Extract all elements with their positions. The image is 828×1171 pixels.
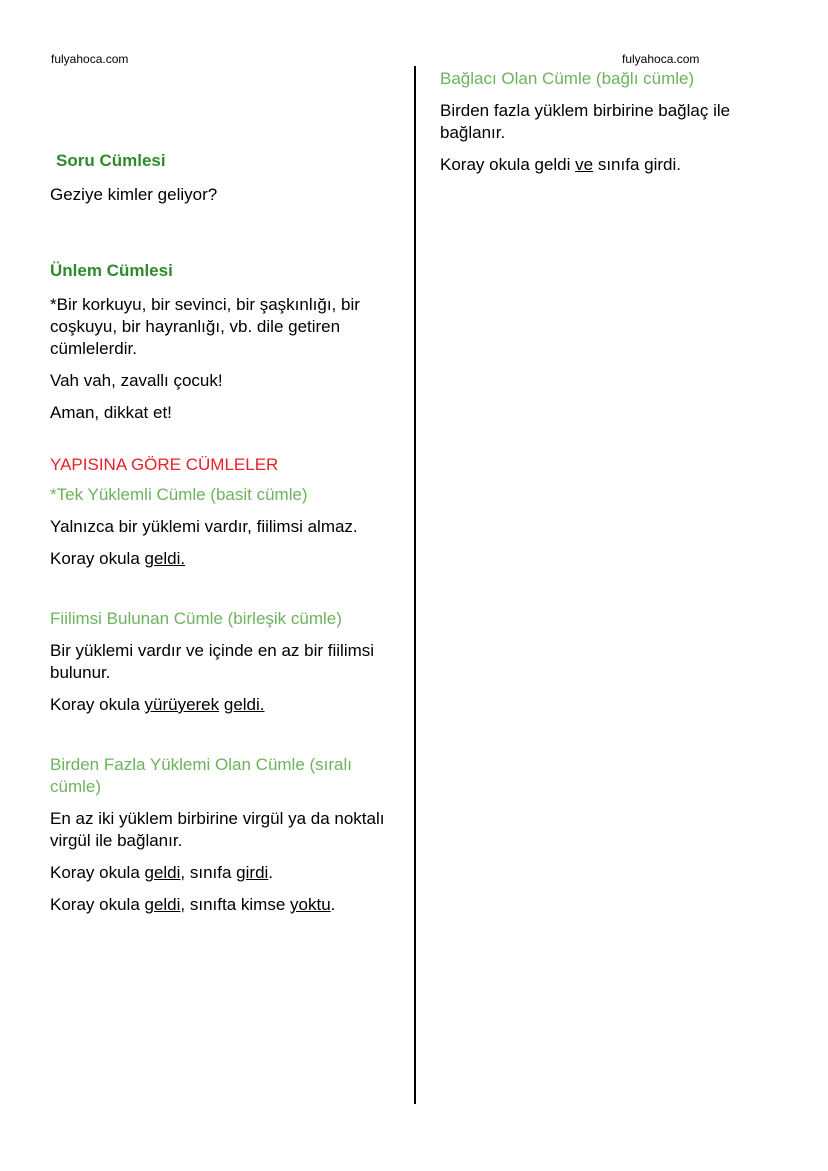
unlem-cumlesi-description: *Bir korkuyu, bir sevinci, bir şaşkınlığı, bir coşkuyu, bir hayranlığı, vb. dile getiren cümlelerdir. bbox=[50, 295, 360, 358]
tek-yuklemli-example: Koray okula geldi. bbox=[50, 549, 186, 568]
underlined-word: geldi bbox=[144, 863, 181, 882]
column-divider bbox=[414, 66, 416, 1104]
fiilimsi-bulunan-description: Bir yüklemi vardır ve içinde en az bir fiilimsi bulunur. bbox=[50, 641, 375, 682]
sirali-cumle-example-1: Koray okula geldi, sınıfa girdi. bbox=[50, 863, 274, 882]
fiilimsi-bulunan-title: Fiilimsi Bulunan Cümle (birleşik cümle) bbox=[50, 609, 342, 628]
unlem-cumlesi-example-1: Vah vah, zavallı çocuk! bbox=[50, 371, 223, 390]
underlined-word: yürüyerek bbox=[144, 695, 220, 714]
underlined-word: yoktu bbox=[290, 895, 331, 914]
tek-yuklemli-description: Yalnızca bir yüklemi vardır, fiilimsi almaz. bbox=[50, 517, 358, 536]
underlined-word: ve bbox=[575, 155, 594, 174]
underlined-word: geldi. bbox=[144, 549, 186, 568]
bagli-cumle-description: Birden fazla yüklem birbirine bağlaç ile bağlanır. bbox=[440, 101, 731, 142]
underlined-word: geldi. bbox=[223, 695, 265, 714]
soru-cumlesi-title: Soru Cümlesi bbox=[56, 151, 166, 170]
unlem-cumlesi-example-2: Aman, dikkat et! bbox=[50, 403, 172, 422]
sirali-cumle-example-2: Koray okula geldi, sınıfta kimse yoktu. bbox=[50, 895, 336, 914]
yapisina-gore-title: YAPISINA GÖRE CÜMLELER bbox=[50, 455, 279, 474]
site-header-left: fulyahoca.com bbox=[51, 52, 129, 66]
soru-cumlesi-example: Geziye kimler geliyor? bbox=[50, 185, 218, 204]
underlined-word: girdi bbox=[236, 863, 269, 882]
bagli-cumle-title: Bağlacı Olan Cümle (bağlı cümle) bbox=[440, 69, 695, 88]
bagli-cumle-example: Koray okula geldi ve sınıfa girdi. bbox=[440, 155, 681, 174]
sirali-cumle-title: Birden Fazla Yüklemi Olan Cümle (sıralı cümle) bbox=[50, 755, 353, 796]
unlem-cumlesi-title: Ünlem Cümlesi bbox=[50, 261, 173, 280]
underlined-word: geldi bbox=[144, 895, 181, 914]
sirali-cumle-description: En az iki yüklem birbirine virgül ya da noktalı virgül ile bağlanır. bbox=[50, 809, 385, 850]
fiilimsi-bulunan-example: Koray okula yürüyerek geldi. bbox=[50, 695, 265, 714]
left-column bbox=[50, 150, 395, 926]
tek-yuklemli-title: *Tek Yüklemli Cümle (basit cümle) bbox=[50, 485, 308, 504]
right-column bbox=[440, 68, 790, 186]
site-header-right: fulyahoca.com bbox=[622, 52, 700, 66]
